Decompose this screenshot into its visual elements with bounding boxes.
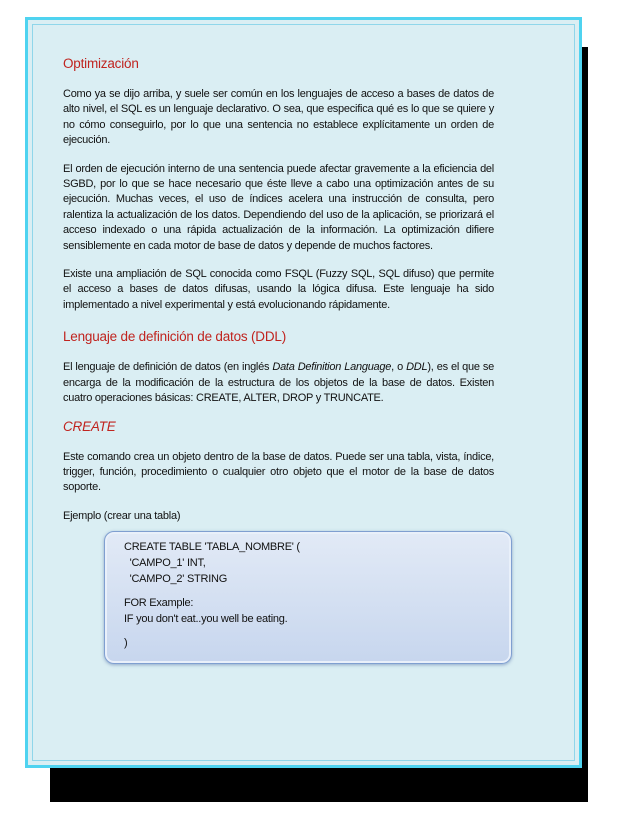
heading-ddl: Lenguaje de definición de datos (DDL) — [63, 329, 287, 345]
paragraph-optimizacion-3: Existe una ampliación de SQL conocida como FSQL (Fuzzy SQL, SQL difuso) que permite el acceso a bases de datos difusas, usando la lógica difusa. Este lenguaje ha sido implementado a nivel experimental y está evolucionando rápidamente. — [63, 268, 494, 311]
ddl-text-after: ), es el que se encarga de la modificación de la estructura de los objetos de la base de datos. Existen cuatro operaciones básicas: CREATE, ALTER, DROP y TRUNCATE. — [63, 361, 494, 405]
code-line: 'CAMPO_2' STRING — [124, 573, 227, 586]
paragraph-optimizacion-2: El orden de ejecución interno de una sentencia puede afectar gravemente a la eficiencia del SGBD, por lo que se hace necesario que éste lleve a cabo una optimización antes de su ejecución. Muchas veces, el uso de índices acelera una instrucción de consulta, pero ralentiza la actualización de los datos. Dependiendo del uso de la aplicación, se priorizará el acceso indexado o una rápida actualización de la información. La optimización difiere sensiblemente en cada motor de base de datos y depende de muchos factores. — [63, 162, 494, 252]
paragraph-ddl — [63, 360, 494, 406]
paragraph-optimizacion-1: Como ya se dijo arriba, y suele ser común en los lenguajes de acceso a bases de datos de alto nivel, el SQL es un lenguaje declarativo. O sea, que especifica qué es lo que se quiere y no cómo conseguirlo, por lo que una sentencia no establece explícitamente un orden de ejecución. — [63, 88, 494, 147]
code-line: CREATE TABLE 'TABLA_NOMBRE' ( — [124, 541, 300, 554]
code-example-box — [104, 531, 512, 664]
document-content — [63, 55, 494, 664]
ddl-text-middle: , o — [391, 361, 407, 374]
code-line: 'CAMPO_1' INT, — [124, 557, 206, 570]
ddl-italic-acronym: DDL — [406, 361, 428, 374]
heading-create: CREATE — [63, 418, 116, 434]
example-label: Ejemplo (crear una tabla) — [63, 509, 181, 522]
ddl-text-before: El lenguaje de definición de datos (en inglés — [63, 361, 273, 374]
heading-optimizacion: Optimización — [63, 56, 139, 71]
code-line: FOR Example: — [124, 597, 194, 610]
paragraph-create: Este comando crea un objeto dentro de la base de datos. Puede ser una tabla, vista, índice, trigger, función, procedimiento o cualquier otro objeto que el motor de la base de datos soporte. — [63, 450, 494, 494]
code-example-text — [124, 539, 300, 651]
code-line: ) — [124, 637, 128, 650]
ddl-italic-term: Data Definition Language — [272, 361, 392, 374]
code-line: IF you don't eat..you well be eating. — [124, 613, 288, 626]
